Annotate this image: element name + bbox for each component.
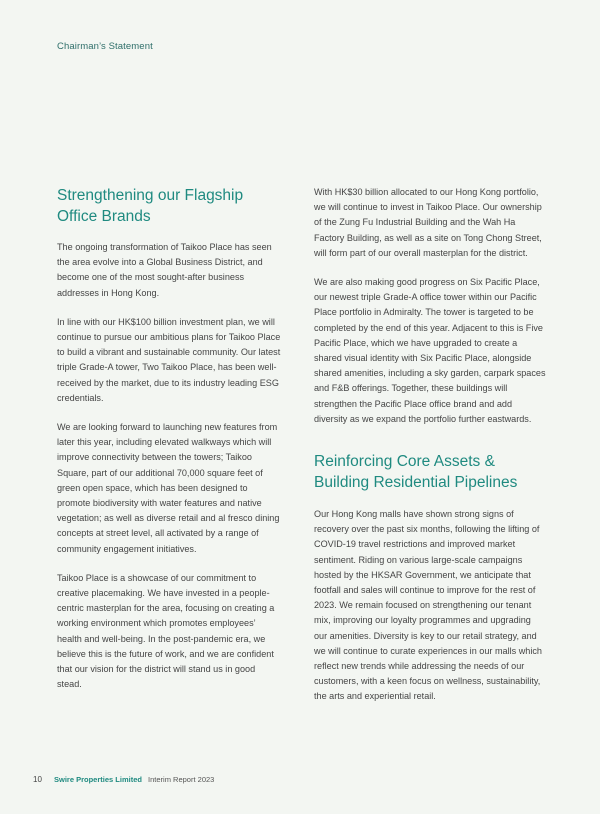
company-name: Swire Properties Limited [54,775,142,784]
paragraph: With HK$30 billion allocated to our Hong Kong portfolio, we will continue to invest in Taikoo Place. Our ownership of the Zung Fu Industrial Building and the Wah Ha Factory Building, as well as a site on Tong Chong Street, will form part of our overall masterplan for the district. [314,187,542,258]
paragraph: We are looking forward to launching new features from later this year, including elevated walkways which will improve connectivity between the towers; Taikoo Square, part of our additional 70,000 square feet of green open space, which has been designed to promote biodiversity with water features and native vegetation; as well as diverse retail and al fresco dining concepts at street level, all activated by a range of community engagement initiatives. [57,422,280,554]
paragraph: We are also making good progress on Six Pacific Place, our newest triple Grade-A office tower within our Pacific Place portfolio in Admiralty. The tower is targeted to be completed by the end of this year. Adjacent to this is Five Pacific Place, which we have upgraded to create a shared visual identity with Six Pacific Place, alongside shared amenities, including a sky garden, carpark spaces and F&B offerings. Together, these buildings will strengthen the Pacific Place office brand and add diversity as we expand the portfolio further eastwards. [314,277,546,424]
paragraph: In line with our HK$100 billion investment plan, we will continue to pursue our ambitious plans for Taikoo Place to build a vibrant and sustainable community. Our latest triple Grade-A tower, Two Taikoo Place, has been well-received by the market, due to its industry leading ESG credentials. [57,316,281,403]
paragraph: Our Hong Kong malls have shown strong signs of recovery over the past six months, following the lifting of COVID-19 travel restrictions and improved market sentiment. Riding on various large-scale campaigns hosted by the HKSAR Government, we anticipate that footfall and sales will continue to improve for the rest of 2023. We remain focused on strengthening our tenant mix, improving our loyalty programmes and upgrading our amenities. Diversity is key to our retail strategy, and we will continue to curate experiences in our malls which reflect new trends while addressing the needs of our customers, with a keen focus on wellness, sustainability, the arts and experiential retail. [314,509,542,702]
page-footer [33,775,214,784]
heading-core-assets-residential: Reinforcing Core Assets & Building Residential Pipelines [314,453,518,492]
page-number: 10 [33,775,42,784]
paragraph: The ongoing transformation of Taikoo Place has seen the area evolve into a Global Business District, and become one of the most sought-after business addresses in Hong Kong. [57,242,272,298]
report-title: Interim Report 2023 [148,775,215,784]
paragraph: Taikoo Place is a showcase of our commitment to creative placemaking. We have invested in a people-centric masterplan for the area, focusing on creating a working environment which promotes employees’ health and well-being. In the post-pandemic era, we believe this is the future of work, and we are confident that our vision for the district will stand us in good stead. [57,572,275,690]
left-column [57,185,281,706]
section-label: Chairman’s Statement [57,41,153,52]
right-column [314,185,546,719]
heading-flagship-office-brands: Strengthening our Flagship Office Brands [57,187,244,225]
